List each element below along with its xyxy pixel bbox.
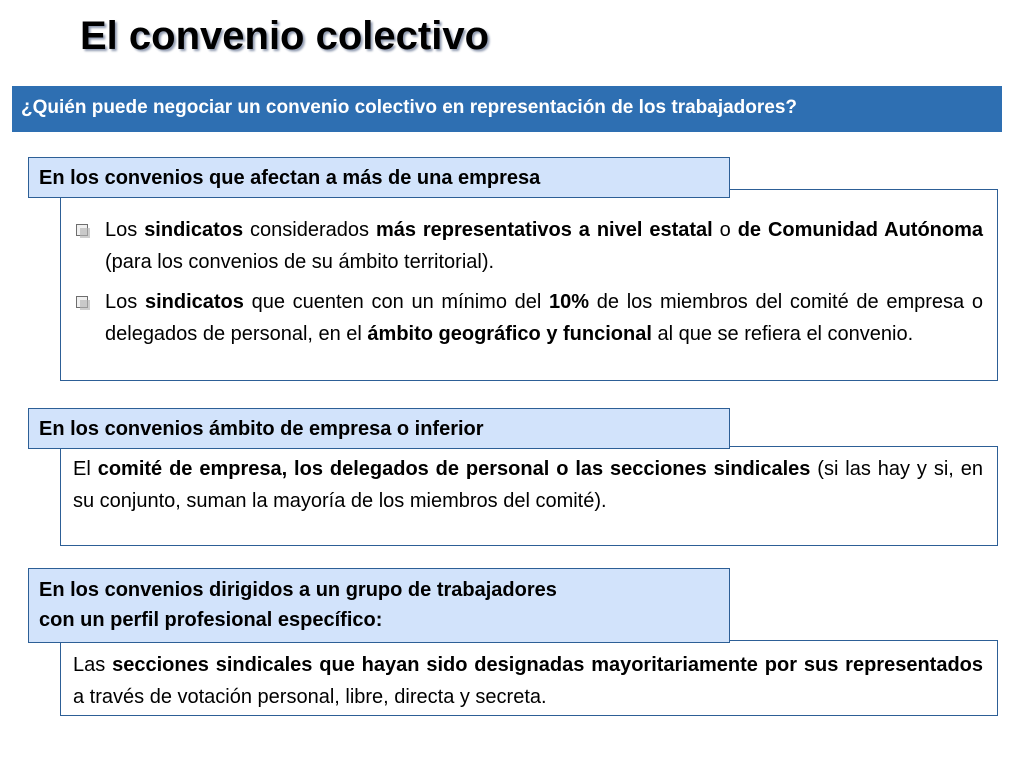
- section-1-bullets: [73, 214, 983, 350]
- section-3-label-line-2: con un perfil profesional específico:: [39, 609, 383, 631]
- section-2-label: En los convenios ámbito de empresa o inferior: [28, 408, 730, 449]
- bullet-text: Los sindicatos que cuenten con un mínimo del 10% de los miembros del comité de empresa o delegados de personal, en el ámbito geográfico y funcional al que se refiera el convenio.: [105, 291, 983, 345]
- section-1-label: En los convenios que afectan a más de una empresa: [28, 157, 730, 198]
- section-2-box: [60, 446, 998, 546]
- section-3-label-line-1: En los convenios dirigidos a un grupo de trabajadores: [39, 579, 557, 601]
- bullet-item: [73, 214, 983, 278]
- square-bullet-icon: [76, 296, 88, 308]
- section-3-text: Las secciones sindicales que hayan sido designadas mayoritariamente por sus representados a través de votación personal, libre, directa y secreta.: [73, 654, 983, 708]
- section-1-box: [60, 189, 998, 381]
- bullet-text: Los sindicatos considerados más representativos a nivel estatal o de Comunidad Autónoma (para los convenios de su ámbito territorial).: [105, 219, 984, 273]
- section-3-label: [28, 568, 730, 643]
- section-2-text: El comité de empresa, los delegados de personal o las secciones sindicales (si las hay y si, en su conjunto, suman la mayoría de los miembros del comité).: [73, 458, 983, 512]
- section-3-box: [60, 640, 998, 716]
- bullet-item: [73, 286, 983, 350]
- page-title: El convenio colectivo: [80, 14, 490, 58]
- square-bullet-icon: [76, 224, 88, 236]
- question-banner: ¿Quién puede negociar un convenio colectivo en representación de los trabajadores?: [12, 86, 1002, 132]
